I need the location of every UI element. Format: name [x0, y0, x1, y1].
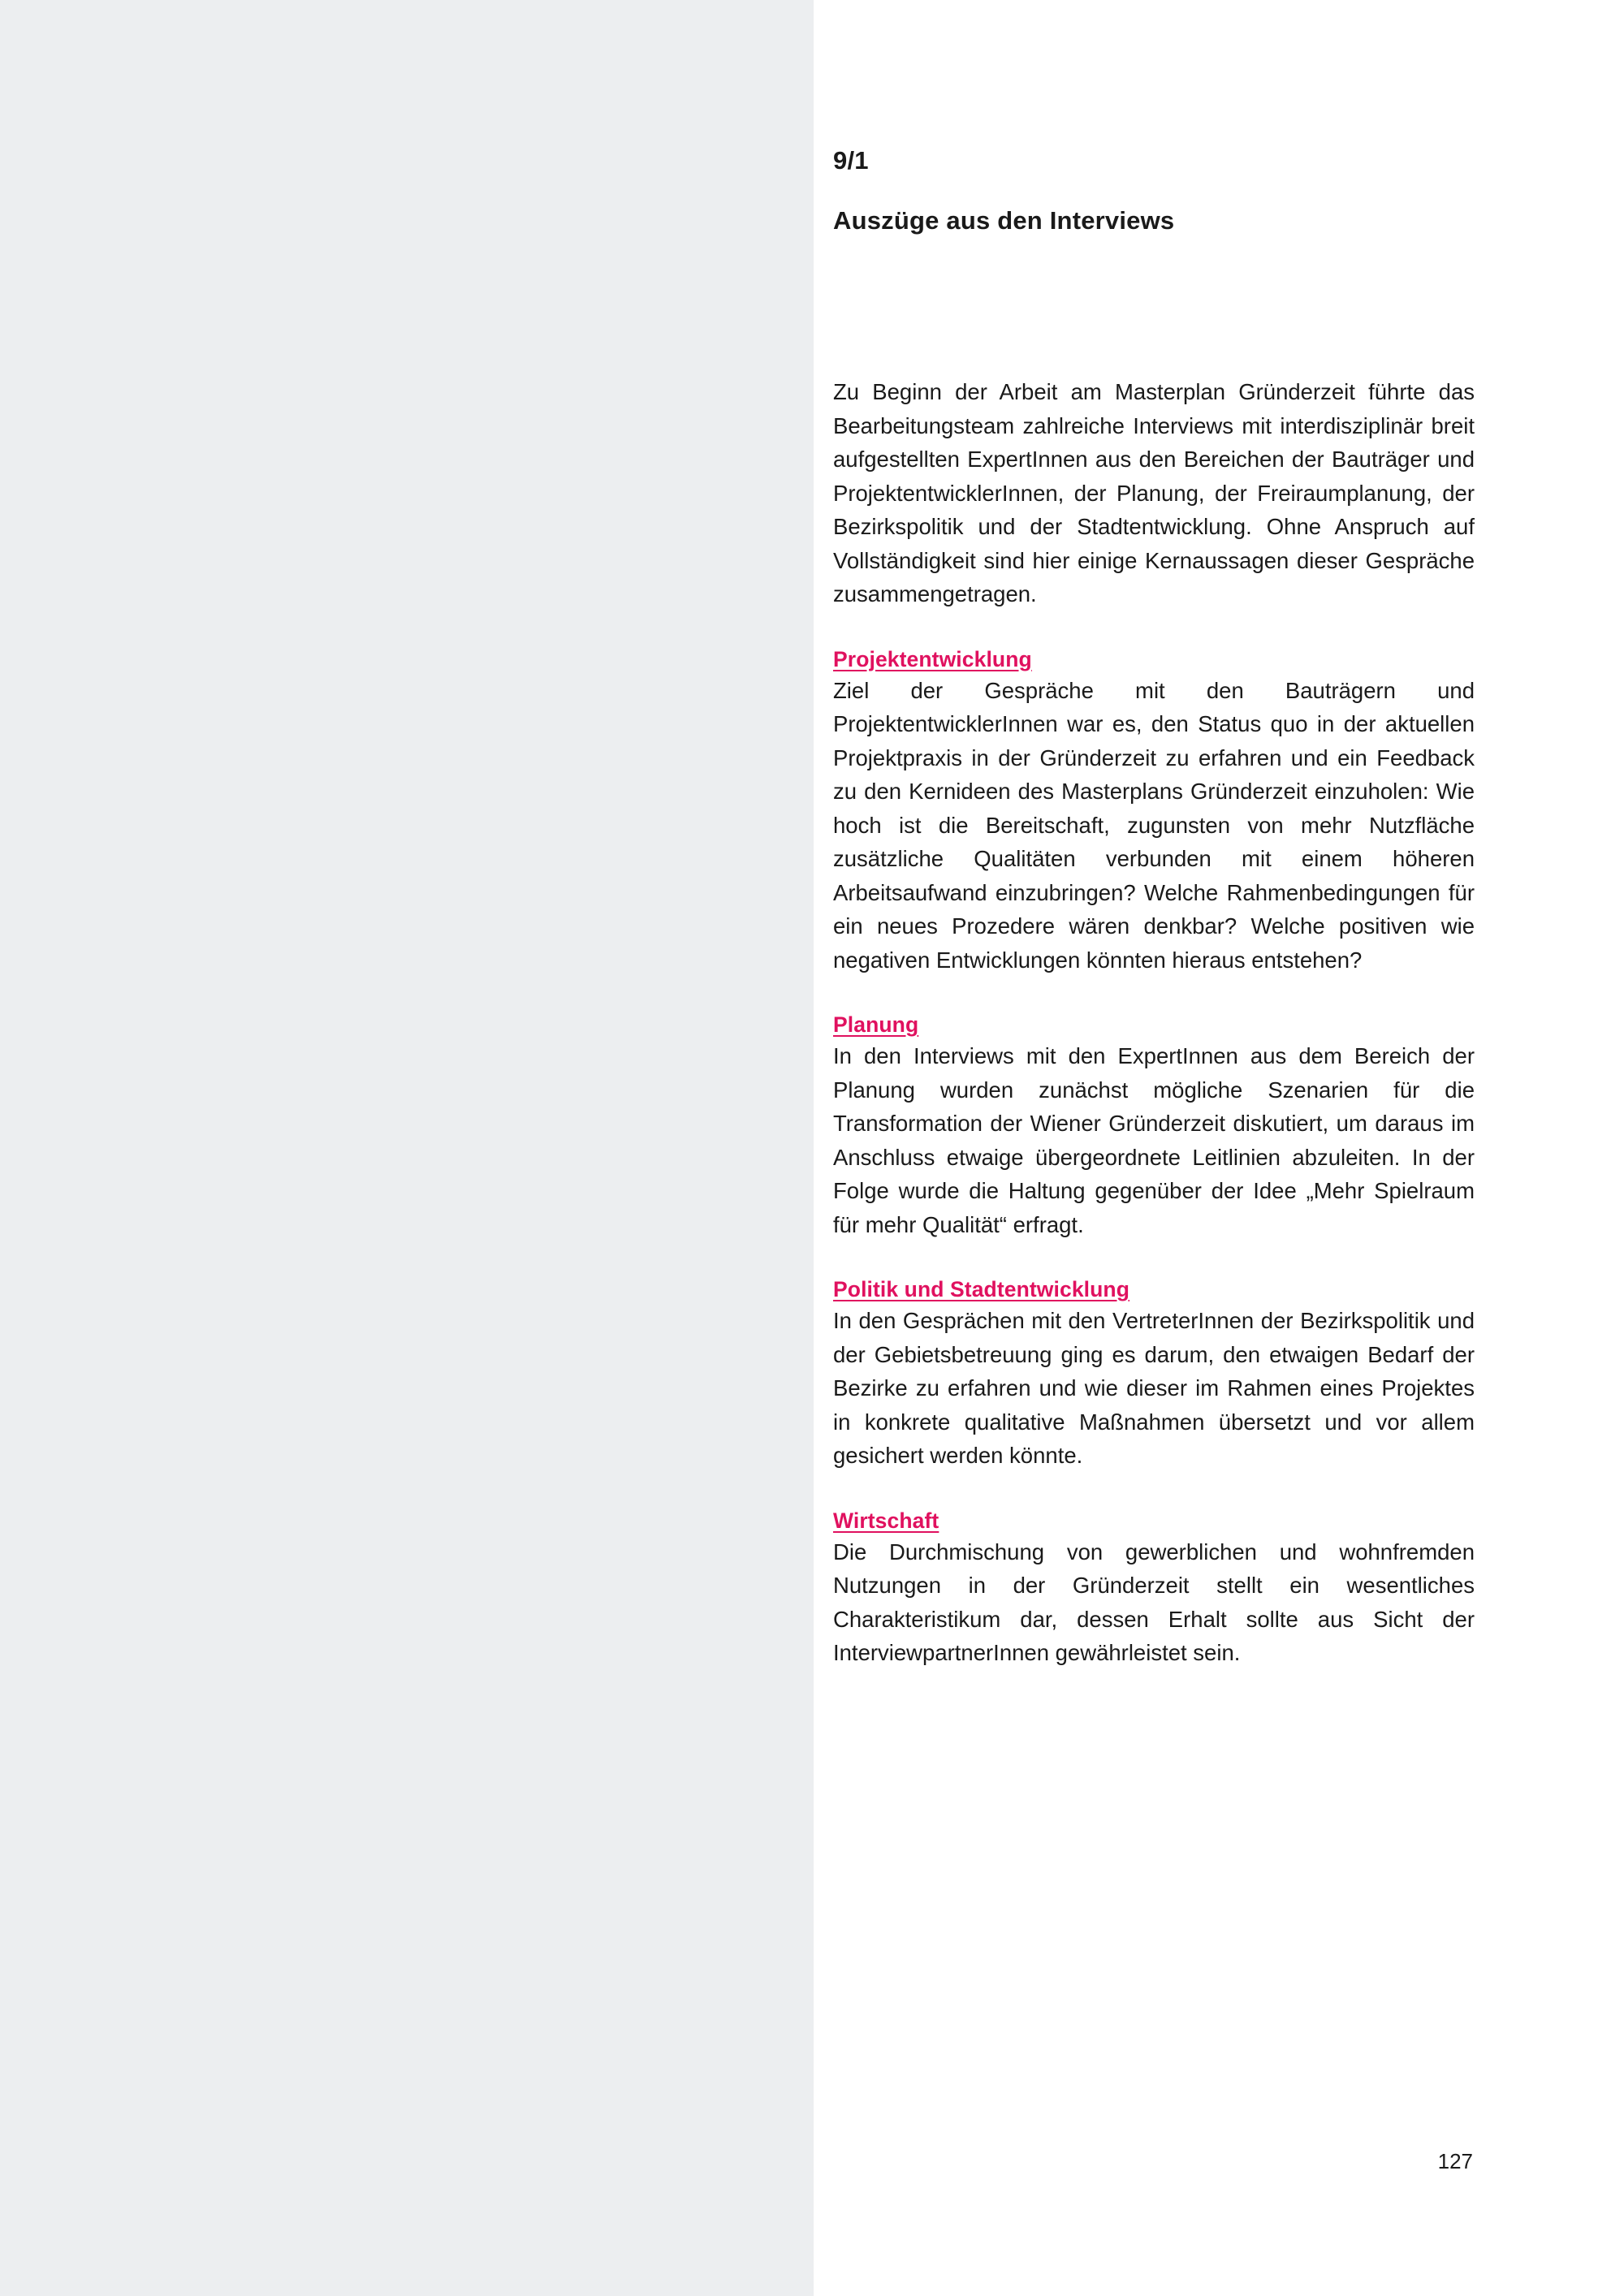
section-politik-und-stadtentwicklung	[833, 1277, 1475, 1473]
text-column	[833, 146, 1475, 1670]
section-text-planung: In den Interviews mit den ExpertInnen aus dem Bereich der Planung wurden zunächst mögliche Szenarien für die Transformation der Wiener Gründerzeit diskutiert, um daraus im Anschluss etwaige übergeordnete Leitlinien abzuleiten. In der Folge wurde die Haltung gegenüber der Idee „Mehr Spielraum für mehr Qualität“ erfragt.	[833, 1043, 1475, 1237]
section-projektentwicklung	[833, 647, 1475, 978]
intro-block	[833, 375, 1475, 611]
section-wirtschaft	[833, 1508, 1475, 1670]
section-heading-planung: Planung	[833, 1012, 919, 1037]
section-heading-wirtschaft: Wirtschaft	[833, 1508, 939, 1533]
chapter-number: 9/1	[833, 146, 869, 175]
section-text-wirtschaft: Die Durchmischung von gewerblichen und wohnfremden Nutzungen in der Gründerzeit stellt ein wesentliches Charakteristikum dar, dessen Erhalt sollte aus Sicht der InterviewpartnerInnen gewährleistet sein.	[833, 1539, 1475, 1665]
section-heading-politik-und-stadtentwicklung: Politik und Stadtentwicklung	[833, 1277, 1129, 1301]
section-heading-projektentwicklung: Projektentwicklung	[833, 646, 1032, 671]
intro-paragraph: Zu Beginn der Arbeit am Masterplan Gründerzeit führte das Bearbeitungsteam zahlreiche Interviews mit interdisziplinär breit aufgestellten ExpertInnen aus den Bereichen der Bauträger und ProjektentwicklerInnen, der Planung, der Freiraumplanung, der Bezirkspolitik und der Stadtentwicklung. Ohne Anspruch auf Vollständigkeit sind hier einige Kernaussagen dieser Gespräche zusammengetragen.	[833, 379, 1475, 606]
section-text-politik-und-stadtentwicklung: In den Gesprächen mit den VertreterInnen der Bezirkspolitik und der Gebietsbetreuung ging es darum, den etwaigen Bedarf der Bezirke zu erfahren und wie dieser im Rahmen eines Projektes in konkrete qualitative Maßnahmen übersetzt und vor allem gesichert werden könnte.	[833, 1308, 1475, 1468]
section-text-projektentwicklung: Ziel der Gespräche mit den Bauträgern und ProjektentwicklerInnen war es, den Status quo in der aktuellen Projektpraxis in der Gründerzeit zu erfahren und ein Feedback zu den Kernideen des Masterplans Gründerzeit einzuholen: Wie hoch ist die Bereitschaft, zugunsten von mehr Nutzfläche zusätzliche Qualitäten verbunden mit einem höheren Arbeitsaufwand einzubringen? Welche Rahmenbedingungen für ein neues Prozedere wären denkbar? Welche positiven wie negativen Entwicklungen könnten hieraus entstehen?	[833, 677, 1475, 973]
page-title: Auszüge aus den Interviews	[833, 206, 1175, 235]
content-area	[814, 0, 1624, 2296]
page-number: 127	[1437, 2149, 1473, 2173]
section-planung	[833, 1012, 1475, 1241]
